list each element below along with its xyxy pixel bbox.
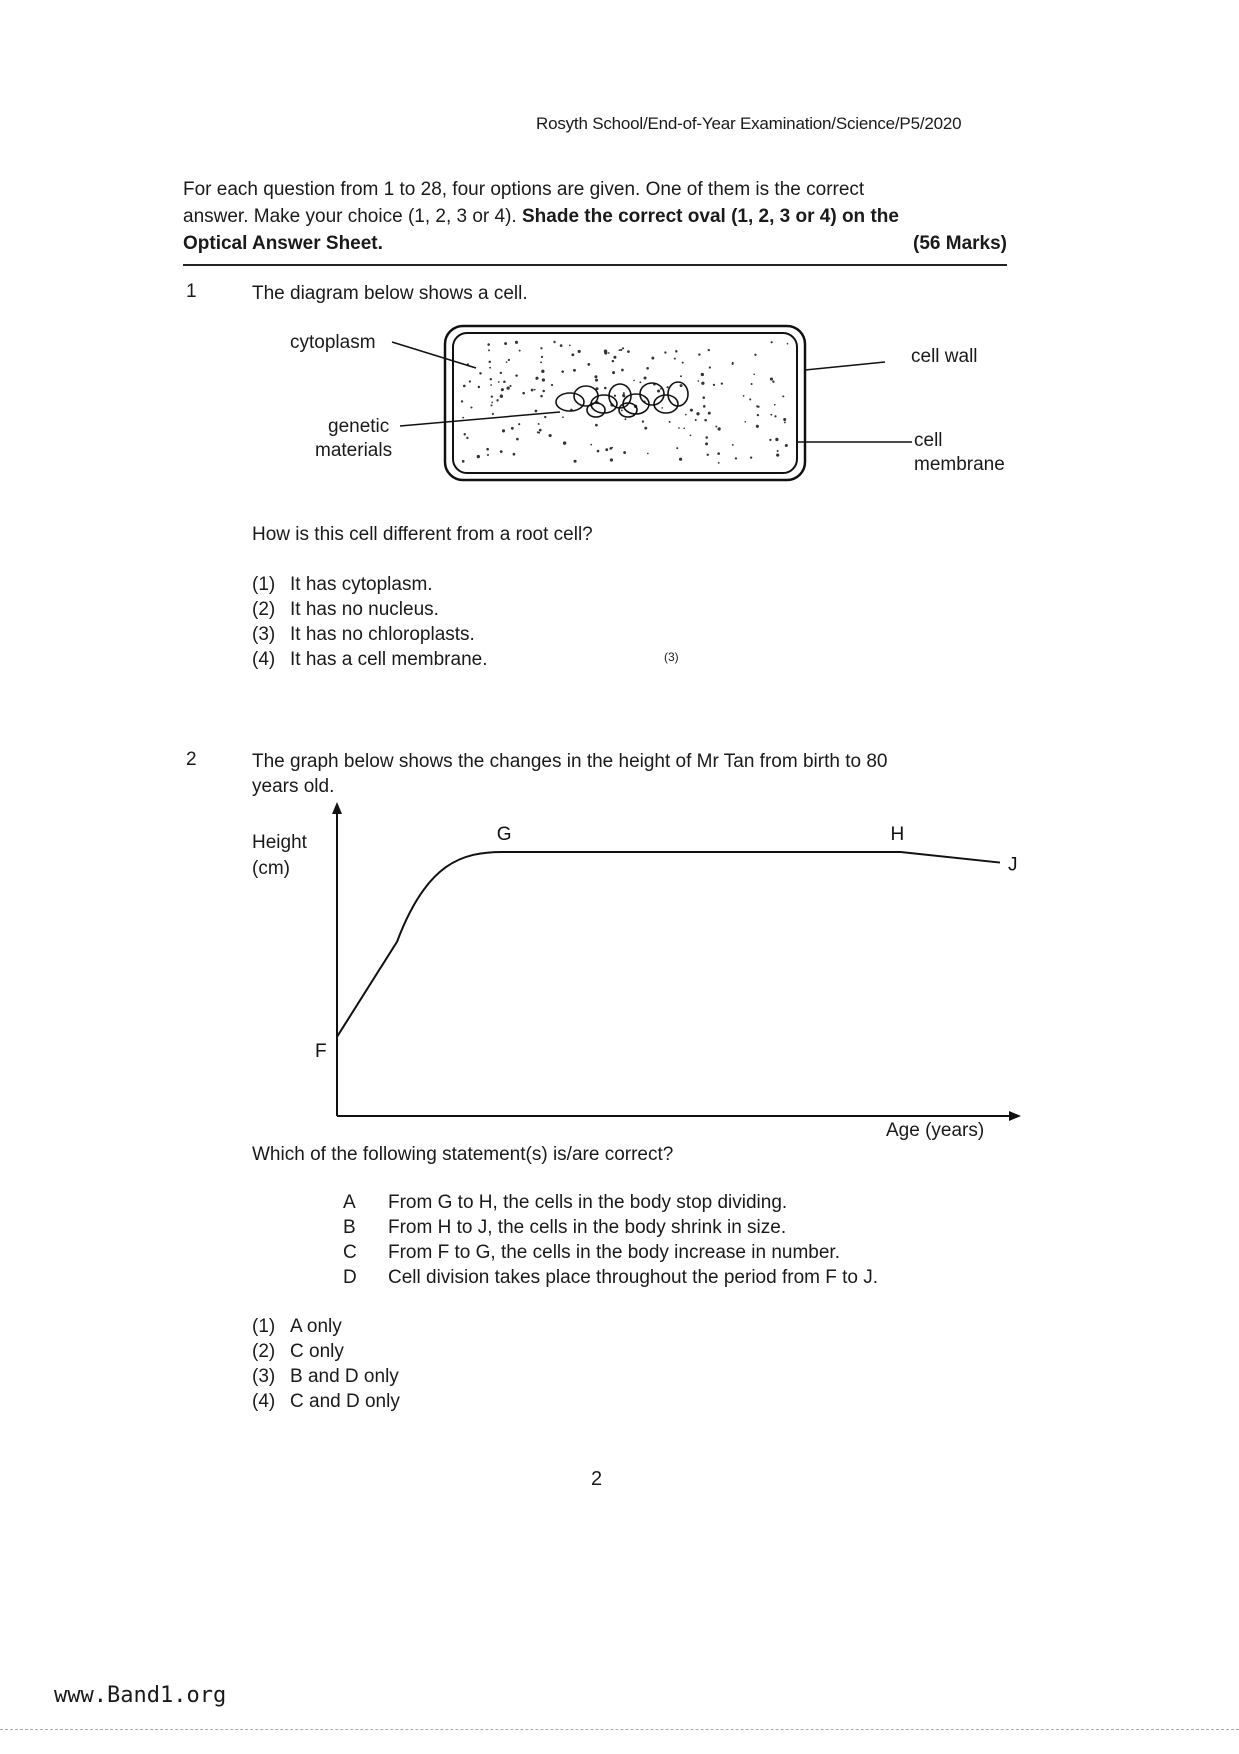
question-2-prompt: Which of the following statement(s) is/are correct? [252,1144,674,1165]
option [252,1389,400,1414]
cytoplasm-dot [750,457,752,459]
cytoplasm-dot [718,462,720,464]
cytoplasm-pointer [392,342,476,368]
cytoplasm-dot [771,341,773,343]
answer-sheet-label: Optical Answer Sheet. [183,233,383,254]
option-text: B and D only [290,1366,399,1387]
cytoplasm-dot [542,390,545,393]
cytoplasm-dot [464,433,466,435]
instructions-line2 [183,203,1007,230]
cytoplasm-dot [535,378,537,380]
cytoplasm-dot [535,410,538,413]
cytoplasm-dot [503,380,506,383]
statement-letter: A [343,1192,356,1213]
cytoplasm-dot [507,386,510,389]
cytoplasm-dot [772,380,774,382]
cytoplasm-dot [680,384,683,387]
label-membrane: membrane [914,454,1005,475]
cytoplasm-dot [732,363,734,365]
cytoplasm-dot [622,347,624,349]
cytoplasm-dot [597,450,600,453]
cytoplasm-dot [701,373,704,376]
cytoplasm-dot [515,341,518,344]
cytoplasm-dot [462,417,464,419]
cytoplasm-dot [605,448,608,451]
cytoplasm-dot [674,358,676,360]
cytoplasm-dot [531,389,534,392]
cytoplasm-dot [697,380,699,382]
option [252,572,487,597]
option-text: It has no chloroplasts. [290,624,475,645]
cytoplasm-dot [678,427,680,429]
cytoplasm-dot [612,360,614,362]
option-text: C and D only [290,1391,400,1412]
option [252,1364,400,1389]
cytoplasm-dot [623,392,625,394]
footer-url: www.Band1.org [54,1683,227,1708]
footer-rule [0,1729,1239,1730]
cytoplasm-dot [563,441,566,444]
cytoplasm-dot [500,372,502,374]
cytoplasm-dot [518,423,520,425]
cytoplasm-dot [461,400,463,402]
cytoplasm-dot [587,363,590,366]
cytoplasm-dot [551,384,553,386]
option-text: C only [290,1341,344,1362]
cytoplasm-dot [676,447,678,449]
question-2-text-line1: The graph below shows the changes in the height of Mr Tan from birth to 80 [252,751,888,772]
cytoplasm-dot [623,395,626,398]
option-text: A only [290,1316,342,1337]
cytoplasm-dot [496,399,498,401]
height-graph [240,800,1040,1150]
cytoplasm-dot [541,370,544,373]
cytoplasm-dot [682,362,684,364]
cytoplasm-dot [553,341,555,343]
statement-text: From F to G, the cells in the body increase in number. [388,1242,840,1263]
cytoplasm-dot [491,402,493,404]
instructions-line3 [183,230,1007,257]
statement-text: From H to J, the cells in the body shrink in size. [388,1217,787,1238]
cytoplasm-dot [500,450,503,453]
cytoplasm-dot [504,342,507,345]
option-number: (2) [252,1341,276,1362]
cytoplasm-dot [477,455,480,458]
cytoplasm-dot [620,349,622,351]
cytoplasm-dot [633,380,635,382]
cytoplasm-dot [478,386,480,388]
y-axis-arrow [332,802,342,814]
cytoplasm-dot [608,352,610,354]
cytoplasm-dot [538,423,540,425]
option-number: (3) [252,624,276,645]
header-rule [183,264,1007,266]
cytoplasm-dot [758,406,760,408]
option-number: (2) [252,599,276,620]
cytoplasm-dot [522,392,525,395]
statement-text: Cell division takes place throughout the period from F to J. [388,1267,879,1288]
cytoplasm-dot [488,349,490,351]
cytoplasm-dot [785,444,788,447]
cytoplasm-dot [666,386,668,388]
cytoplasm-dot [519,350,521,352]
cytoplasm-dot [487,454,489,456]
cytoplasm-dot [639,381,641,383]
cytoplasm-dot [624,418,626,420]
cytoplasm-dot [782,395,784,397]
cytoplasm-dot [756,425,759,428]
option [252,1339,400,1364]
cytoplasm-dot [621,369,624,372]
cytoplasm-dot [487,343,490,346]
height-series-line [337,852,1000,1037]
point-label-j: J [1008,854,1018,876]
statement-letter: C [343,1242,357,1263]
point-label-f: F [315,1040,327,1062]
cytoplasm-dot [698,353,700,355]
cytoplasm-dot [708,412,711,415]
label-cell: cell [914,430,943,451]
cytoplasm-dot [774,404,776,406]
option [252,622,487,647]
cytoplasm-dot [713,384,715,386]
statement [343,1215,878,1240]
cytoplasm-dot [612,371,615,374]
cytoplasm-dot [500,395,503,398]
statement-letter: D [343,1267,357,1288]
cytoplasm-dot [644,427,647,430]
cytoplasm-dot [462,460,465,463]
cell-wall-pointer [805,362,885,370]
page-header: Rosyth School/End-of-Year Examination/Science/P5/2020 [536,114,962,133]
cytoplasm-dot [787,343,789,345]
cytoplasm-dot [571,353,574,356]
option-number: (4) [252,649,276,670]
cytoplasm-dot [611,447,613,449]
cytoplasm-dot [774,415,776,417]
cytoplasm-dot [703,405,706,408]
cytoplasm-dot [537,431,539,433]
cytoplasm-dot [705,442,708,445]
cytoplasm-dot [604,350,607,353]
cytoplasm-dot [515,374,517,376]
cytoplasm-dot [488,361,490,363]
statement-text: From G to H, the cells in the body stop dividing. [388,1192,788,1213]
label-materials: materials [315,440,393,461]
statement [343,1265,878,1290]
option-number: (4) [252,1391,276,1412]
genetic-pointer [400,412,560,426]
cytoplasm-dot [753,373,755,375]
cell-diagram [280,318,1040,488]
cytoplasm-dot [707,454,709,456]
cytoplasm-dot [661,407,663,409]
cytoplasm-dot [501,388,504,391]
cytoplasm-dot [770,414,772,416]
cytoplasm-dot [709,366,711,368]
cytoplasm-dot [506,361,508,363]
cytoplasm-dot [675,350,677,352]
handwritten-answer-mark: (3) [664,650,679,664]
option-number: (3) [252,1366,276,1387]
cytoplasm-dot [573,369,576,372]
cytoplasm-dot [610,458,613,461]
cytoplasm-dot [623,451,626,454]
cytoplasm-dot [705,436,708,439]
cytoplasm-dot [540,347,542,349]
cytoplasm-dot [489,367,491,369]
height-graph-svg [240,800,1040,1150]
cytoplasm-dot [708,349,710,351]
cytoplasm-dot [646,367,649,370]
cytoplasm-dot [717,452,720,455]
cytoplasm-dot [578,350,581,353]
cytoplasm-dot [732,444,734,446]
cytoplasm-dot [696,412,699,415]
label-cytoplasm: cytoplasm [290,332,376,353]
x-axis-arrow [1009,1111,1021,1121]
cytoplasm-dot [690,409,693,412]
cytoplasm-dot [701,382,704,385]
cytoplasm-dot [769,439,771,441]
x-axis-label: Age (years) [886,1120,985,1141]
cytoplasm-dot [595,379,598,382]
cytoplasm-dot [594,375,597,378]
page-number: 2 [591,1468,603,1490]
cytoplasm-dot [479,372,481,374]
question-1-options [252,572,487,672]
total-marks: (56 Marks) [913,233,1007,254]
cytoplasm-dot [614,395,616,397]
cytoplasm-dot [657,390,660,393]
statement [343,1190,878,1215]
cytoplasm-dot [621,410,623,412]
statement [343,1240,878,1265]
cytoplasm-dot [664,351,666,353]
cytoplasm-dot [569,345,571,347]
y-axis-label-line2: (cm) [252,858,290,879]
cytoplasm-dot [647,453,649,455]
cytoplasm-dot [718,427,721,430]
cytoplasm-dot [544,416,546,418]
instructions [183,176,1007,257]
cytoplasm-dot [498,381,500,383]
cytoplasm-dot [777,450,779,452]
cytoplasm-dot [540,361,542,363]
cytoplasm-dot [690,435,692,437]
cytoplasm-dot [490,404,492,406]
option [252,1314,400,1339]
option-text: It has cytoplasm. [290,574,433,595]
cytoplasm-dot [562,416,564,418]
question-2-options [252,1314,400,1414]
cytoplasm-dot [757,414,759,416]
cytoplasm-dot [704,419,707,422]
cytoplasm-dot [513,453,516,456]
cytoplasm-dot [679,458,682,461]
cytoplasm-dot [613,356,616,359]
question-1-number: 1 [186,281,197,302]
cytoplasm-dot [560,344,563,347]
cytoplasm-dot [466,437,468,439]
cytoplasm-dots [461,341,789,464]
cytoplasm-dot [721,382,723,384]
option [252,597,487,622]
cytoplasm-dot [549,434,552,437]
cytoplasm-dot [491,395,493,397]
cytoplasm-dot [463,385,466,388]
cytoplasm-dot [744,421,746,423]
instructions-line2-text: answer. Make your choice (1, 2, 3 or 4). [183,206,522,227]
cytoplasm-dot [680,375,682,377]
cytoplasm-dot [511,427,514,430]
cytoplasm-dot [775,438,778,441]
cytoplasm-dot [651,357,654,360]
question-2-statements [343,1190,878,1290]
cytoplasm-dot [542,378,545,381]
cytoplasm-dot [534,389,536,391]
cytoplasm-dot [685,414,687,416]
cytoplasm-dot [776,454,779,457]
cytoplasm-dot [590,444,592,446]
cytoplasm-dot [509,385,511,387]
instructions-line1: For each question from 1 to 28, four options are given. One of them is the correct [183,179,865,200]
y-axis-label-line1: Height [252,832,307,853]
cytoplasm-dot [715,426,717,428]
cytoplasm-dot [490,378,492,380]
cytoplasm-dot [669,421,671,423]
cytoplasm-dot [644,377,647,380]
cytoplasm-dot [695,419,697,421]
statement-letter: B [343,1217,356,1238]
cytoplasm-dot [743,395,745,397]
cytoplasm-dot [751,383,753,385]
question-2-number: 2 [186,749,197,770]
label-cell-wall: cell wall [911,346,978,367]
question-1-text: The diagram below shows a cell. [252,283,528,304]
cytoplasm-dot [508,359,510,361]
cytoplasm-dot [502,429,505,432]
cytoplasm-dot [770,377,773,380]
cytoplasm-dot [595,424,598,427]
cytoplasm-dot [574,460,577,463]
cytoplasm-dot [541,356,543,358]
cytoplasm-dot [735,457,737,459]
cytoplasm-dot [702,396,705,399]
cytoplasm-dot [561,370,564,373]
cytoplasm-dot [539,429,542,432]
point-label-h: H [890,824,905,845]
question-1-prompt: How is this cell different from a root cell? [252,524,593,545]
cytoplasm-dot [470,406,472,408]
label-genetic: genetic [328,416,390,437]
cytoplasm-dot [492,413,494,415]
cytoplasm-dot [642,420,644,422]
option-text: It has no nucleus. [290,599,439,620]
question-2-text-line2: years old. [252,776,335,797]
cytoplasm-dot [469,380,471,382]
cytoplasm-dot [754,354,756,356]
instructions-line2-bold: Shade the correct oval (1, 2, 3 or 4) on the [522,206,899,227]
option-number: (1) [252,574,276,595]
point-label-g: G [496,824,512,845]
option [252,647,487,672]
cytoplasm-dot [783,418,786,421]
cytoplasm-dot [604,387,607,390]
cytoplasm-dot [516,438,519,441]
cytoplasm-dot [619,349,621,351]
cytoplasm-dot [490,384,492,386]
cytoplasm-dot [486,448,489,451]
cytoplasm-dot [540,395,543,398]
cytoplasm-dot [749,398,751,400]
cytoplasm-dot [784,421,786,423]
cytoplasm-dot [683,427,685,429]
option-number: (1) [252,1316,276,1337]
cytoplasm-dot [627,350,630,353]
option-text: It has a cell membrane. [290,649,488,670]
